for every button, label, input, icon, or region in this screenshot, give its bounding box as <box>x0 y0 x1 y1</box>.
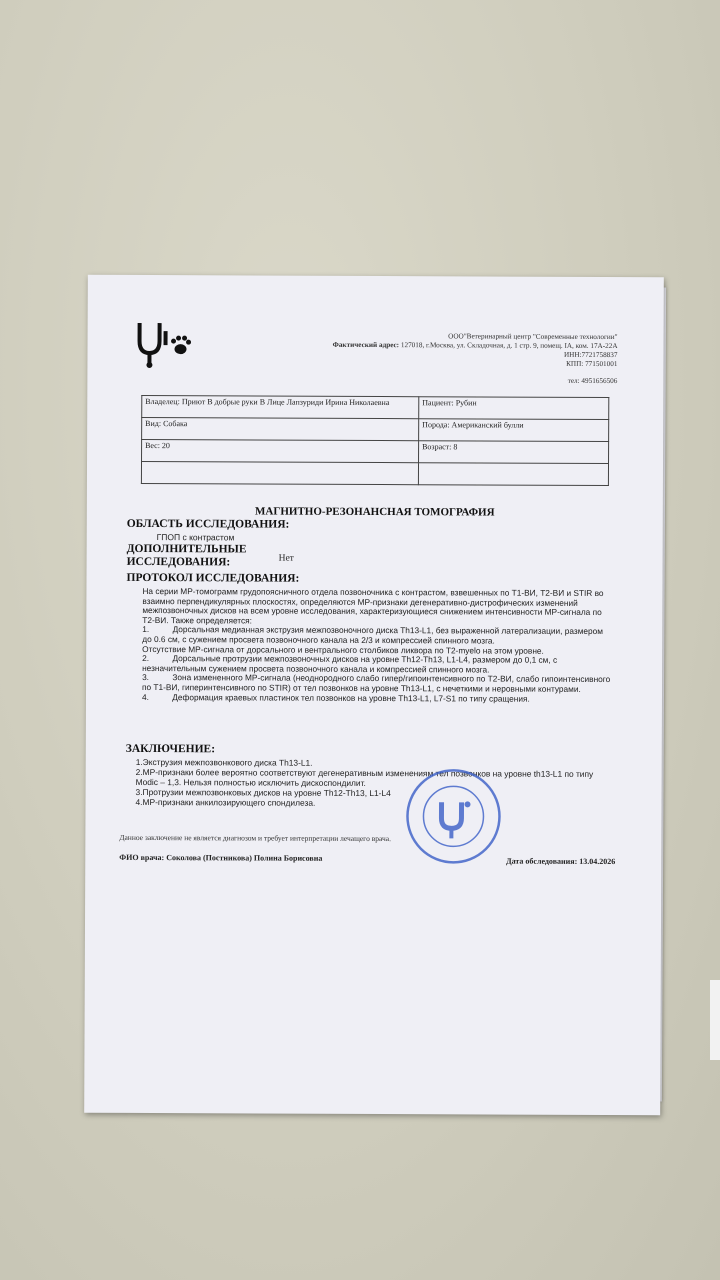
item-text: Дорсальные протрузии межпозвоночных дисков на уровне Th12-Th13, L1-L4, размером до 0,1 см, с незначительным сужением просвета позвоночного канала и компрессией спинного мозга. <box>142 653 558 675</box>
protocol-label: ПРОТОКОЛ ИССЛЕДОВАНИЯ: <box>126 571 300 585</box>
address-label: Фактический адрес: <box>332 340 400 350</box>
item-number: 4. <box>141 691 149 702</box>
empty-cell-right <box>418 463 608 486</box>
item-number: 1. <box>142 624 150 635</box>
doctor-name: ФИО врача: Соколова (Постникова) Полина Борисовна <box>119 852 323 863</box>
conclusion-item-4: 4.МР-признаки анкилозирующего спондилеза. <box>135 796 316 808</box>
clinic-name: ООО"Ветеринарный центр "Современные технологии" <box>448 332 618 342</box>
round-stamp-icon <box>403 766 503 866</box>
clinic-header <box>257 331 617 386</box>
protocol-intro: На серии МР-томограмм грудопоясничного отдела позвоночника с контрастом, взвешенных по Т1-ВИ, Т2-ВИ и STIR во взаимно перпендикулярных плоскостях, определяются МР-признаки дегенеративно-дистрофических изменений межпозвоночных дисков на всем уровне исследования, характеризующиеся снижением интенсивности МР-сигнала по Т2-ВИ. Также определяется: <box>142 585 604 626</box>
age-cell: Возраст: 8 <box>419 441 609 464</box>
item-number: 2. <box>142 653 150 664</box>
patient-info-table <box>141 395 609 486</box>
additional-value: Нет <box>278 553 294 564</box>
conclusion-item-1: 1.Экструзия межпозвонкового диска Th13-L1. <box>135 756 313 768</box>
breed-cell: Порода: Американский булли <box>419 419 609 442</box>
area-label: ОБЛАСТЬ ИССЛЕДОВАНИЯ: <box>126 517 290 531</box>
protocol-note: Отсутствие МР-сигнала от дорсального и вентрального столбиков ликвора по Т2-myelo на этом уровне. <box>142 643 544 656</box>
weight-cell: Вес: 20 <box>142 439 419 462</box>
clinic-logo-icon <box>135 319 195 369</box>
item-number: 3. <box>142 672 150 683</box>
document-title: МАГНИТНО-РЕЗОНАНСНАЯ ТОМОГРАФИЯ <box>255 505 495 519</box>
clinic-phone: тел: 4951656506 <box>567 376 618 386</box>
address-value: 127018, г.Москва, ул. Складочная, д. 1 стр. 9, помещ. IA, ком. 17А-22А <box>400 341 618 351</box>
item-text: Дорсальная медианная экструзия межпозвоночного диска Th13-L1, без выраженной латерализации, размером до 0.6 см, с сужением просвета позвоночного канала на 2/3 и компрессией спинного мозга. <box>142 624 604 646</box>
conclusion-item-2: 2.МР-признаки более вероятно соответствуют дегенеративным изменениям тел позвонков на уровне th13-L1 по типу Modic – 1,3. Нельзя полностью исключить дискоспондилит. <box>135 766 594 788</box>
additional-label-1: ДОПОЛНИТЕЛЬНЫЕ <box>126 542 247 556</box>
conclusion-body <box>136 757 616 809</box>
conclusion-label: ЗАКЛЮЧЕНИЕ: <box>125 742 216 756</box>
document-page <box>84 275 664 1116</box>
conclusion-item-3: 3.Протрузии межпозвонковых дисков на уровне Th12-Th13, L1-L4 <box>135 786 391 799</box>
item-text: Деформация краевых пластинок тел позвонков на уровне Th13-L1, L7-S1 по типу сращения. <box>172 691 530 704</box>
item-text: Зона измененного МР-сигнала (неоднородного слабо гипер/гипоинтенсивного по Т2-ВИ, слабо гипоинтенсивного по Т1-ВИ, гиперинтенсивного по STIR) от тел позвонков на уровне Th13-L1, с нечеткими и неровными контурами. <box>142 672 611 694</box>
patient-cell: Пациент: Рубин <box>419 397 609 420</box>
clinic-kpp: КПП: 771501001 <box>566 359 618 369</box>
protocol-body <box>142 587 612 704</box>
disclaimer-text: Данное заключение не является диагнозом и требует интерпретации лечащего врача. <box>119 832 392 844</box>
empty-cell-left <box>141 461 418 484</box>
additional-label-2: ИССЛЕДОВАНИЯ: <box>126 555 231 569</box>
exam-date: Дата обследования: 13.04.2026 <box>506 856 616 867</box>
area-value: ГПОП с контрастом <box>156 532 235 543</box>
paper-edge-right <box>710 980 720 1060</box>
clinic-inn: ИНН:7721758837 <box>563 350 618 360</box>
owner-cell: Владелец: Приют В добрые руки В Лице Лапзуриди Ирина Николаевна <box>142 395 419 418</box>
species-cell: Вид: Собака <box>142 417 419 440</box>
